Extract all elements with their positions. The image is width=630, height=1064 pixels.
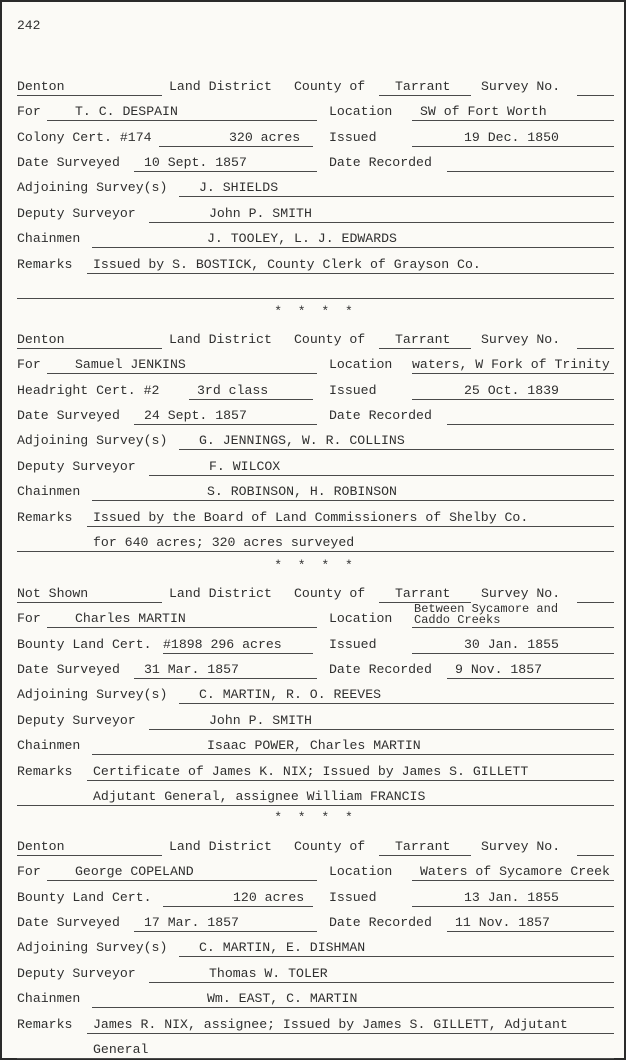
date-surveyed-value-line	[134, 406, 317, 425]
record-row	[17, 634, 614, 654]
remarks-value-line	[87, 762, 614, 781]
record-row	[17, 1014, 614, 1034]
location-value-2: Caddo Creeks	[414, 613, 501, 627]
chainmen-value-line	[92, 482, 614, 501]
record-row	[17, 177, 614, 197]
record-row	[17, 786, 614, 806]
remarks-value-2: for 640 acres; 320 acres surveyed	[93, 535, 355, 550]
issued-value: 13 Jan. 1855	[464, 890, 559, 905]
record-row	[17, 735, 614, 755]
deputy-value: John P. SMITH	[209, 206, 312, 221]
issued-label: Issued	[329, 383, 377, 398]
for-value: Charles MARTIN	[75, 611, 186, 626]
date-recorded-label: Date Recorded	[329, 408, 432, 423]
record-row	[17, 583, 614, 603]
record-row	[17, 761, 614, 781]
date-surveyed-value-line	[134, 660, 317, 679]
record-row	[17, 684, 614, 704]
for-label: For	[17, 104, 41, 119]
cert-value-line	[163, 888, 313, 907]
remarks-value-2-line	[17, 787, 614, 806]
district-value: Denton	[17, 79, 65, 94]
location-value-line	[412, 102, 614, 121]
deputy-value: Thomas W. TOLER	[209, 966, 328, 981]
survey-no-label: Survey No.	[481, 79, 561, 94]
location-label: Location	[329, 864, 393, 879]
issued-value: 19 Dec. 1850	[464, 130, 559, 145]
record-row	[17, 203, 614, 223]
record-row	[17, 329, 614, 349]
for-value-line	[47, 102, 317, 121]
record-row	[17, 937, 614, 957]
record-row	[17, 963, 614, 983]
county-value: Tarrant	[395, 79, 451, 94]
issued-value-line	[412, 381, 614, 400]
record-row	[17, 836, 614, 856]
adjoining-label: Adjoining Survey(s)	[17, 940, 168, 955]
location-value: Between Sycamore and	[414, 602, 559, 616]
adjoining-value: J. SHIELDS	[199, 180, 279, 195]
location-value: SW of Fort Worth	[420, 104, 547, 119]
county-of-label: County of	[294, 586, 366, 601]
location-value: Waters of Sycamore Creek	[420, 864, 610, 879]
cert-label: Bounty Land Cert.	[17, 637, 152, 652]
location-label: Location	[329, 104, 393, 119]
separator: * * * *	[274, 810, 357, 825]
remarks-label: Remarks	[17, 510, 73, 525]
issued-label: Issued	[329, 130, 377, 145]
remarks-value-2-line	[17, 533, 614, 552]
survey-no-label: Survey No.	[481, 332, 561, 347]
chainmen-value: Wm. EAST, C. MARTIN	[207, 991, 358, 1006]
for-label: For	[17, 611, 41, 626]
land-district-label: Land District	[169, 79, 272, 94]
deputy-value-line	[149, 204, 614, 223]
remarks-value-2: General	[93, 1042, 149, 1057]
record-row	[17, 76, 614, 96]
record-row	[17, 912, 614, 932]
record-row	[17, 456, 614, 476]
record-row	[17, 602, 614, 628]
chainmen-label: Chainmen	[17, 738, 81, 753]
date-recorded-label: Date Recorded	[329, 155, 432, 170]
issued-label: Issued	[329, 890, 377, 905]
issued-value-line	[412, 635, 614, 654]
for-value-line	[47, 862, 317, 881]
chainmen-label: Chainmen	[17, 231, 81, 246]
date-recorded-label: Date Recorded	[329, 662, 432, 677]
county-value: Tarrant	[395, 586, 451, 601]
county-of-label: County of	[294, 839, 366, 854]
chainmen-value-line	[92, 736, 614, 755]
district-value: Denton	[17, 332, 65, 347]
location-label: Location	[329, 357, 393, 372]
date-surveyed-value-line	[134, 153, 317, 172]
chainmen-value: Isaac POWER, Charles MARTIN	[207, 738, 421, 753]
deputy-label: Deputy Surveyor	[17, 966, 136, 981]
record-row	[17, 430, 614, 450]
cert-value-line	[159, 128, 313, 147]
adjoining-value: G. JENNINGS, W. R. COLLINS	[199, 433, 405, 448]
for-value: Samuel JENKINS	[75, 357, 186, 372]
date-recorded-label: Date Recorded	[329, 915, 432, 930]
district-value-line	[17, 584, 162, 603]
adjoining-value-line	[179, 938, 614, 957]
date-recorded-value: 11 Nov. 1857	[455, 915, 550, 930]
date-surveyed-value-line	[134, 913, 317, 932]
adjoining-label: Adjoining Survey(s)	[17, 687, 168, 702]
survey-no-value-line	[577, 584, 614, 603]
record-row	[17, 127, 614, 147]
for-value-line	[47, 355, 317, 374]
county-of-label: County of	[294, 79, 366, 94]
issued-label: Issued	[329, 637, 377, 652]
record-row	[17, 887, 614, 907]
date-recorded-value-line	[447, 406, 614, 425]
chainmen-value-line	[92, 229, 614, 248]
land-district-label: Land District	[169, 839, 272, 854]
cert-value-line	[163, 635, 313, 654]
date-recorded-value-line	[447, 153, 614, 172]
cert-value: 3rd class	[197, 383, 269, 398]
land-district-label: Land District	[169, 586, 272, 601]
adjoining-value-line	[179, 431, 614, 450]
date-surveyed-label: Date Surveyed	[17, 408, 120, 423]
date-surveyed-value: 24 Sept. 1857	[144, 408, 247, 423]
county-value-line	[379, 837, 471, 856]
cert-value-line	[189, 381, 313, 400]
remarks-value-line	[87, 508, 614, 527]
issued-value: 30 Jan. 1855	[464, 637, 559, 652]
survey-no-value-line	[577, 77, 614, 96]
location-value-line	[412, 355, 614, 374]
district-value-line	[17, 330, 162, 349]
date-surveyed-label: Date Surveyed	[17, 662, 120, 677]
survey-no-label: Survey No.	[481, 839, 561, 854]
record-row	[17, 380, 614, 400]
date-recorded-value-line	[447, 913, 614, 932]
adjoining-value: C. MARTIN, R. O. REEVES	[199, 687, 382, 702]
record-row	[17, 861, 614, 881]
deputy-label: Deputy Surveyor	[17, 206, 136, 221]
record-row	[17, 507, 614, 527]
remarks-label: Remarks	[17, 764, 73, 779]
separator: * * * *	[274, 558, 357, 573]
cert-value: 320 acres	[229, 130, 301, 145]
date-surveyed-label: Date Surveyed	[17, 915, 120, 930]
district-value-line	[17, 837, 162, 856]
chainmen-value: J. TOOLEY, L. J. EDWARDS	[207, 231, 397, 246]
record-row	[17, 228, 614, 248]
record-row	[17, 659, 614, 679]
record-row	[17, 1039, 614, 1059]
remarks-value-2-line	[17, 280, 614, 299]
adjoining-value-line	[179, 685, 614, 704]
location-value-line	[412, 602, 614, 628]
for-value-line	[47, 609, 317, 628]
deputy-value: F. WILCOX	[209, 459, 281, 474]
location-value-line	[412, 862, 614, 881]
deputy-value-line	[149, 711, 614, 730]
chainmen-value-line	[92, 989, 614, 1008]
page-number: 242	[17, 18, 41, 33]
record-row	[17, 532, 614, 552]
date-recorded-value-line	[447, 660, 614, 679]
deputy-value-line	[149, 964, 614, 983]
chainmen-label: Chainmen	[17, 991, 81, 1006]
cert-label: Colony Cert. #174	[17, 130, 152, 145]
deputy-label: Deputy Surveyor	[17, 459, 136, 474]
cert-value: #1898 296 acres	[163, 637, 282, 652]
district-value: Denton	[17, 839, 65, 854]
survey-no-value-line	[577, 330, 614, 349]
adjoining-value: C. MARTIN, E. DISHMAN	[199, 940, 366, 955]
chainmen-value: S. ROBINSON, H. ROBINSON	[207, 484, 397, 499]
record-row	[17, 405, 614, 425]
deputy-value-line	[149, 457, 614, 476]
record-row	[17, 152, 614, 172]
remarks-value-line	[87, 1015, 614, 1034]
date-surveyed-value: 17 Mar. 1857	[144, 915, 239, 930]
separator: * * * *	[274, 304, 357, 319]
remarks-label: Remarks	[17, 257, 73, 272]
adjoining-value-line	[179, 178, 614, 197]
issued-value: 25 Oct. 1839	[464, 383, 559, 398]
record-row	[17, 254, 614, 274]
remarks-value: Certificate of James K. NIX; Issued by James S. GILLETT	[93, 764, 529, 779]
county-value-line	[379, 584, 471, 603]
record-row	[17, 354, 614, 374]
record-row	[17, 101, 614, 121]
for-value: T. C. DESPAIN	[75, 104, 178, 119]
record-row	[17, 279, 614, 299]
deputy-label: Deputy Surveyor	[17, 713, 136, 728]
survey-no-label: Survey No.	[481, 586, 561, 601]
county-value: Tarrant	[395, 839, 451, 854]
district-value: Not Shown	[17, 586, 89, 601]
adjoining-label: Adjoining Survey(s)	[17, 180, 168, 195]
survey-no-value-line	[577, 837, 614, 856]
record-row	[17, 988, 614, 1008]
remarks-value-line	[87, 255, 614, 274]
record-row	[17, 481, 614, 501]
deputy-value: John P. SMITH	[209, 713, 312, 728]
issued-value-line	[412, 128, 614, 147]
for-label: For	[17, 357, 41, 372]
land-district-label: Land District	[169, 332, 272, 347]
cert-label: Headright Cert. #2	[17, 383, 160, 398]
cert-label: Bounty Land Cert.	[17, 890, 152, 905]
date-surveyed-value: 31 Mar. 1857	[144, 662, 239, 677]
date-recorded-value: 9 Nov. 1857	[455, 662, 543, 677]
issued-value-line	[412, 888, 614, 907]
county-value-line	[379, 330, 471, 349]
cert-value: 120 acres	[233, 890, 305, 905]
remarks-value: Issued by S. BOSTICK, County Clerk of Grayson Co.	[93, 257, 481, 272]
location-label: Location	[329, 611, 393, 626]
county-of-label: County of	[294, 332, 366, 347]
remarks-value-2-line	[17, 1040, 614, 1059]
record-row	[17, 710, 614, 730]
remarks-value: James R. NIX, assignee; Issued by James S. GILLETT, Adjutant	[93, 1017, 568, 1032]
district-value-line	[17, 77, 162, 96]
remarks-value-2: Adjutant General, assignee William FRANCIS	[93, 789, 426, 804]
county-value-line	[379, 77, 471, 96]
county-value: Tarrant	[395, 332, 451, 347]
adjoining-label: Adjoining Survey(s)	[17, 433, 168, 448]
for-label: For	[17, 864, 41, 879]
remarks-value: Issued by the Board of Land Commissioners of Shelby Co.	[93, 510, 529, 525]
date-surveyed-value: 10 Sept. 1857	[144, 155, 247, 170]
location-value: waters, W Fork of Trinity	[412, 357, 610, 372]
date-surveyed-label: Date Surveyed	[17, 155, 120, 170]
chainmen-label: Chainmen	[17, 484, 81, 499]
for-value: George COPELAND	[75, 864, 194, 879]
remarks-label: Remarks	[17, 1017, 73, 1032]
